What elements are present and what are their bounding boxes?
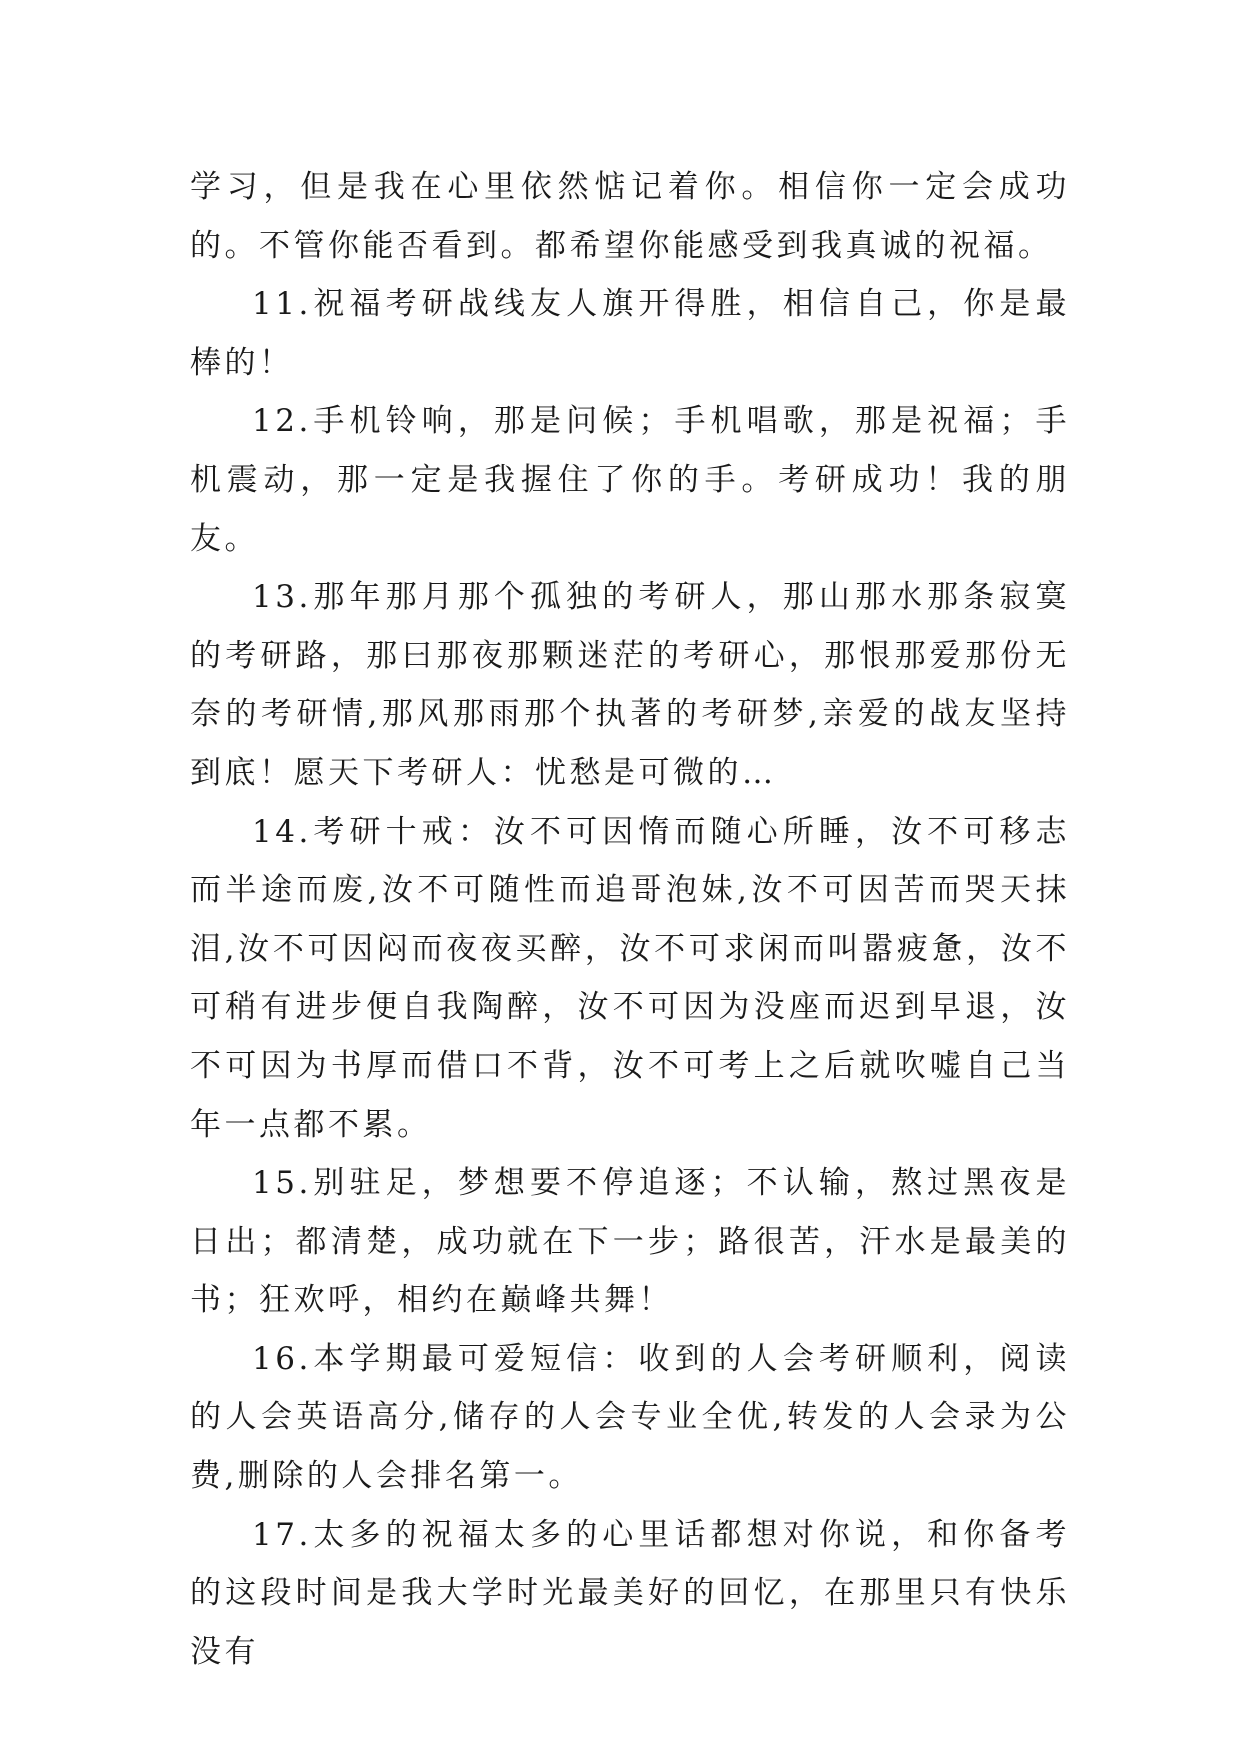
paragraph-item-16: 16.本学期最可爱短信：收到的人会考研顺利，阅读的人会英语高分,储存的人会专业全优,转发的人会录为公费,删除的人会排名第一。: [190, 1340, 1070, 1495]
paragraph-item-13: 13.那年那月那个孤独的考研人，那山那水那条寂寞的考研路，那曰那夜那颗迷茫的考研心，那恨那爱那份无奈的考研情,那风那雨那个执著的考研梦,亲爱的战友坚持到底！愿天下考研人：忧愁是可微的…: [190, 579, 1070, 791]
paragraph-continuation: 学习，但是我在心里依然惦记着你。相信你一定会成功的。不管你能否看到。都希望你能感受到我真诚的祝福。: [190, 169, 1070, 264]
paragraph-item-11: 11.祝福考研战线友人旗开得胜，相信自己，你是最棒的！: [190, 286, 1070, 381]
paragraph-item-14: 14.考研十戒：汝不可因惰而随心所睡，汝不可移志而半途而废,汝不可随性而追哥泡妹,汝不可因苦而哭天抹泪,汝不可因闷而夜夜买醉，汝不可求闲而叫嚣疲惫，汝不可稍有进步便自我陶醉，汝不可因为没座而迟到早退，汝不可因为书厚而借口不背，汝不可考上之后就吹嘘自己当年一点都不累。: [190, 813, 1070, 1143]
document-body: [190, 158, 1070, 1681]
paragraph-item-17: 17.太多的祝福太多的心里话都想对你说，和你备考的这段时间是我大学时光最美好的回忆，在那里只有快乐没有: [190, 1516, 1070, 1670]
paragraph-item-15: 15.别驻足，梦想要不停追逐；不认输，熬过黑夜是日出；都清楚，成功就在下一步；路很苦，汗水是最美的书；狂欢呼，相约在巅峰共舞！: [190, 1165, 1070, 1319]
paragraph-item-12: 12.手机铃响，那是问候；手机唱歌，那是祝福；手机震动，那一定是我握住了你的手。考研成功！我的朋友。: [190, 403, 1070, 557]
